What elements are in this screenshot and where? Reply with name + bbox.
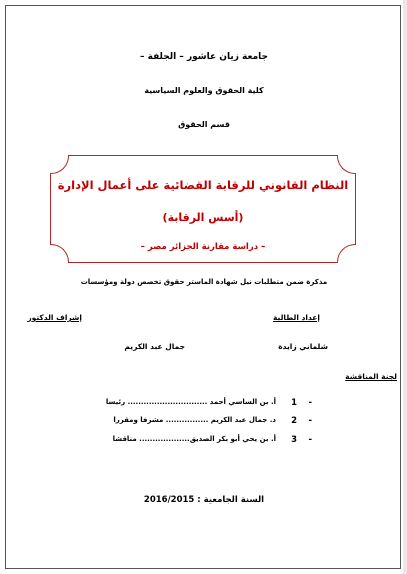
committee-label: لجنة المناقشة [345, 372, 397, 381]
prepared-by-label: إعداد الطالبة [273, 313, 320, 322]
member-dash: - [308, 435, 312, 445]
student-name: شلماني زايدة [278, 342, 328, 351]
member-dash: - [308, 416, 312, 426]
faculty-name: كلية الحقوق والعلوم السياسية [144, 86, 264, 95]
member-text: د. جمال عبد الكريم ................ مشرفا ومقررا [113, 416, 276, 424]
member-number: 3 [291, 435, 297, 445]
member-text: أ. بن الساسي أحمد .............................. رئيسا [105, 398, 276, 406]
academic-year: السنة الجامعية : 2016/2015 [143, 495, 265, 505]
thesis-title: النظام القانوني للرقابة القضائية على أعمال الإدارة [57, 178, 349, 192]
department-name: قسم الحقوق [178, 120, 230, 129]
committee-member [5, 398, 400, 412]
frame-corner [50, 155, 69, 174]
memo-statement: مذكرة ضمن متطلبات نيل شهادة الماستر حقوق تخصص دولة ومؤسسات [80, 278, 328, 286]
member-number: 1 [291, 398, 297, 408]
supervisor-label: إشراف الدكتور [27, 313, 82, 322]
document-page [5, 5, 401, 569]
member-text: أ. بن يحي أبو بكر الصديق................... مناقشا [112, 435, 276, 443]
supervisor-name: جمال عبد الكريم [124, 342, 185, 351]
university-name: جامعة زيان عاشور – الجلفة – [139, 52, 269, 62]
frame-corner [337, 155, 356, 174]
viewer-scroll-edge [403, 0, 407, 574]
member-number: 2 [291, 416, 297, 426]
title-frame [50, 155, 356, 263]
committee-member [5, 435, 400, 449]
committee-member [5, 416, 400, 430]
thesis-study-type: – دراسة مقارنة الجزائر مصر – [140, 242, 266, 252]
thesis-subtitle: (أسس الرقابة) [162, 211, 244, 224]
member-dash: - [308, 398, 312, 408]
